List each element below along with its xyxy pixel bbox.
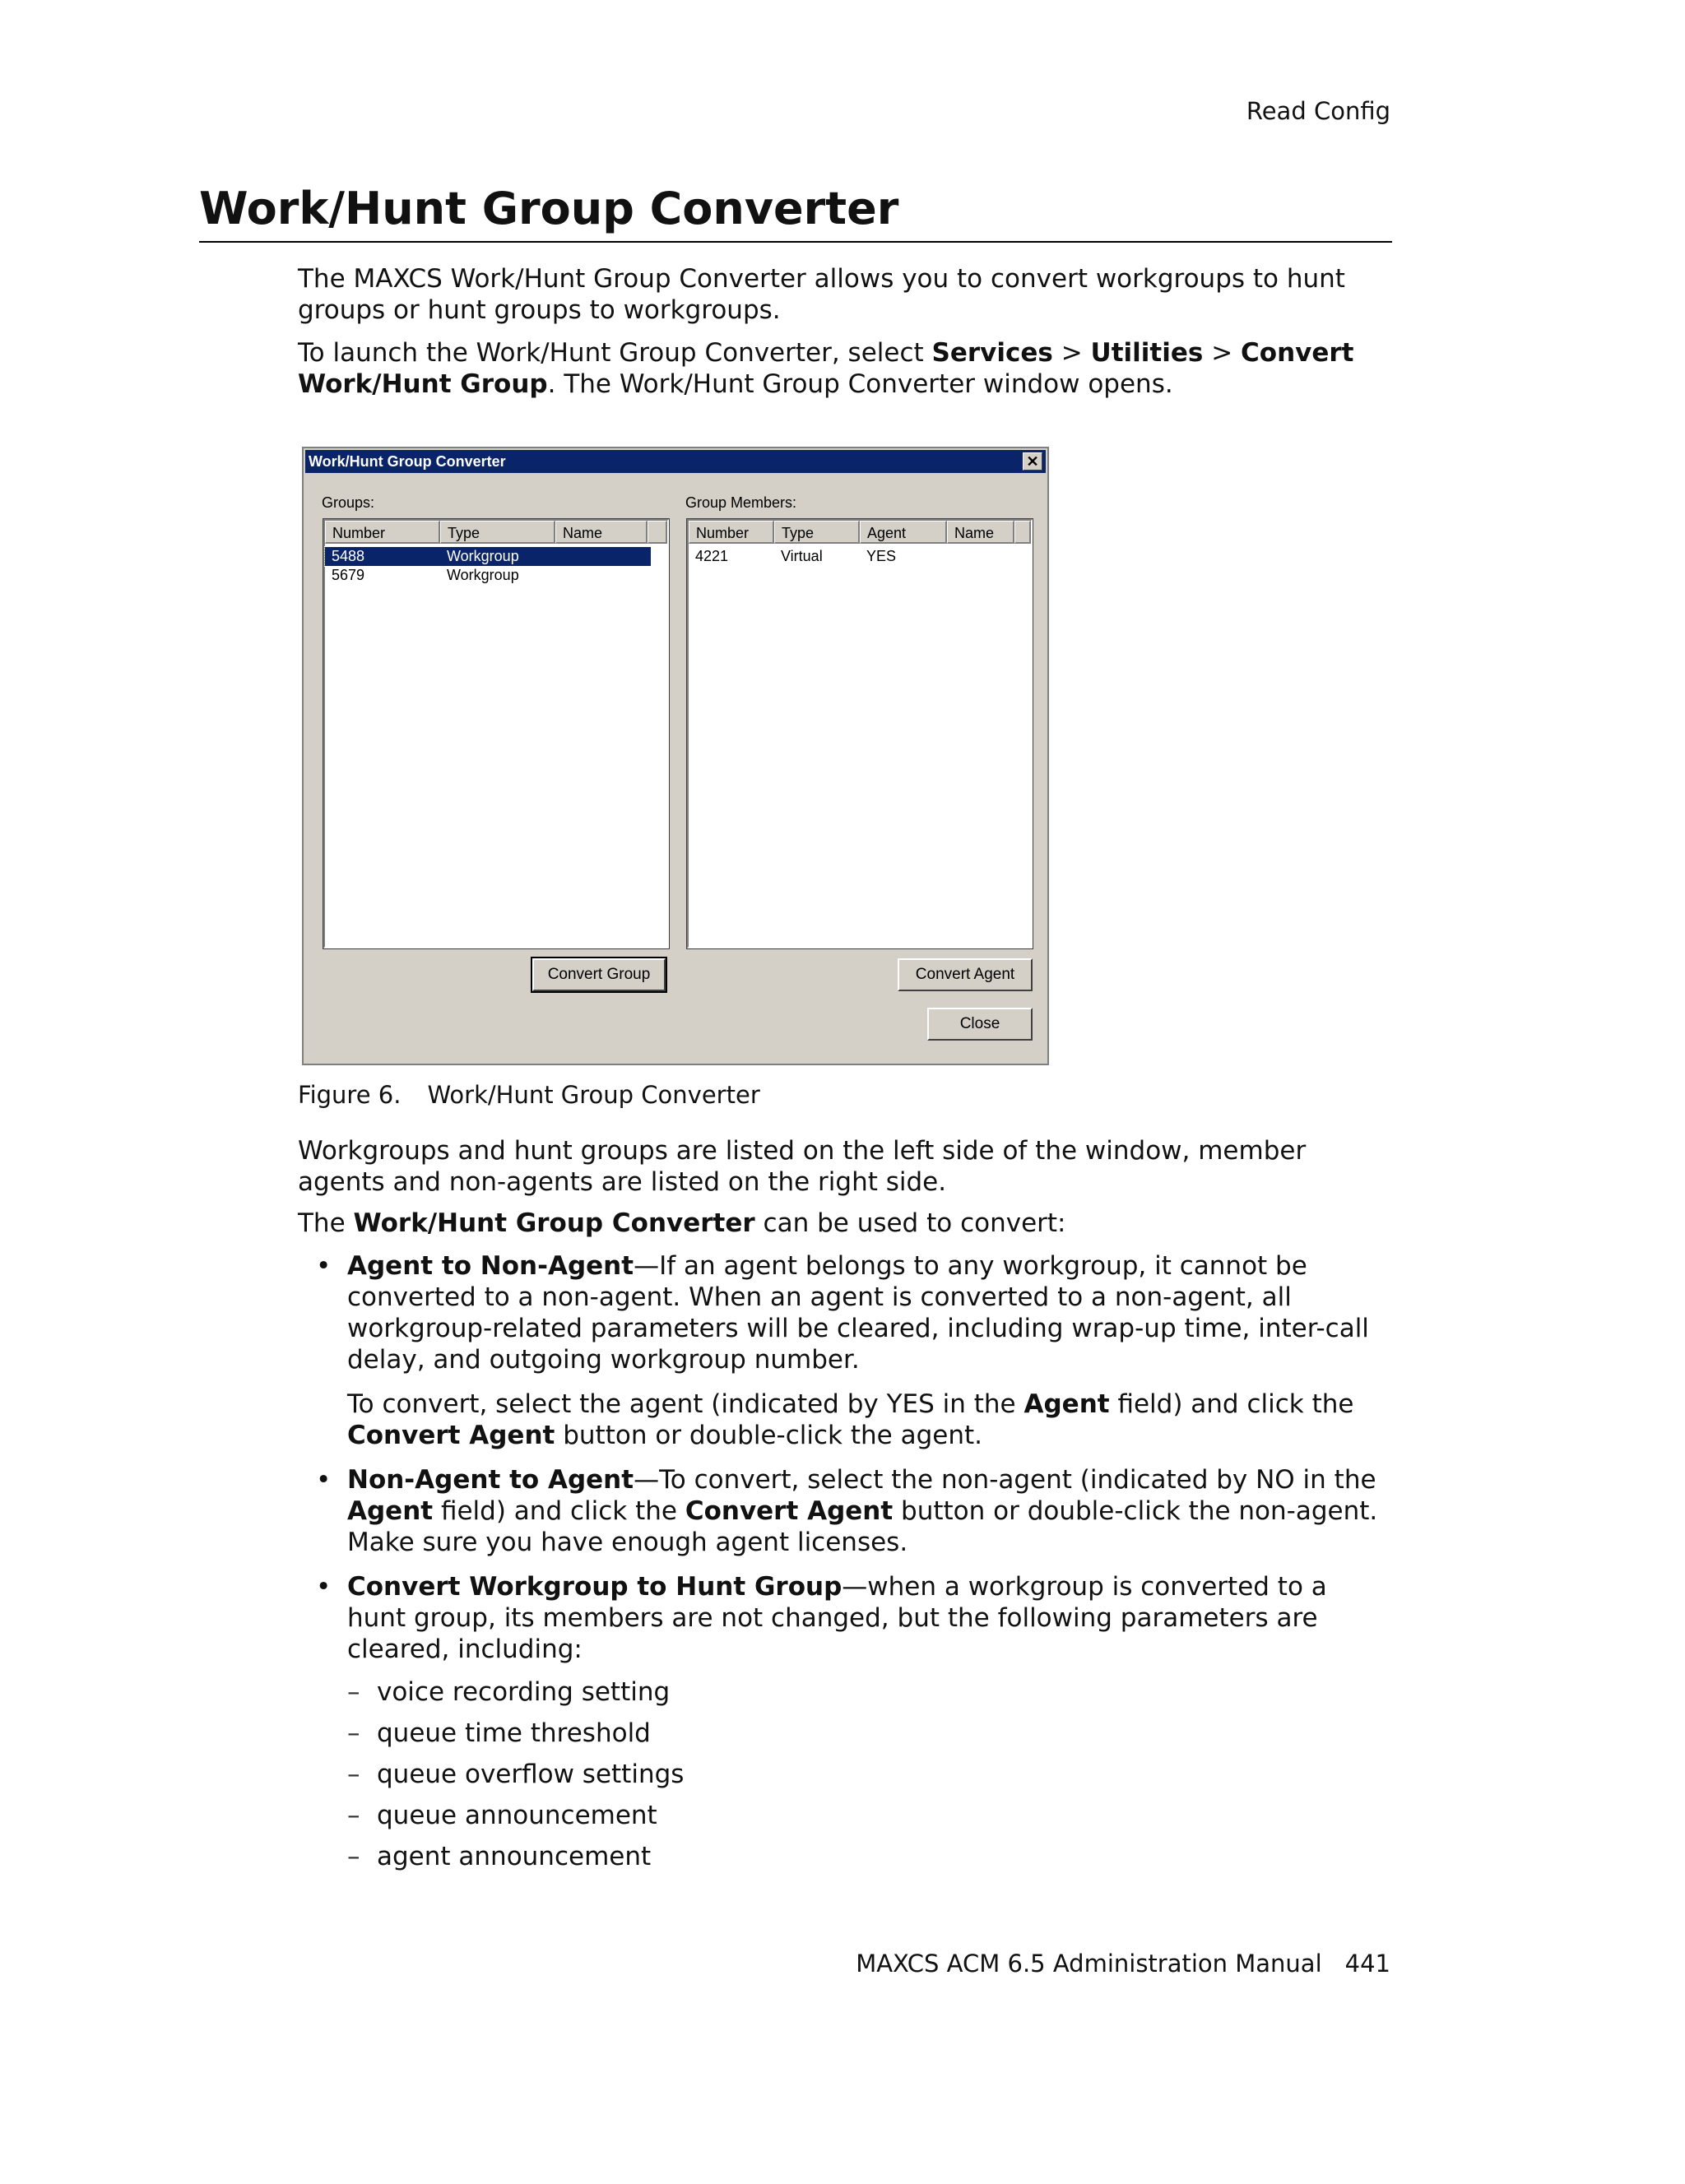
running-header: Read Config	[1246, 97, 1390, 125]
usage-bold: Work/Hunt Group Converter	[353, 1208, 755, 1238]
group-name	[555, 547, 651, 566]
figure-title: Work/Hunt Group Converter	[427, 1081, 760, 1109]
column-number[interactable]: Number	[325, 521, 440, 544]
member-number: 4221	[695, 548, 729, 564]
list-item: – agent announcement	[347, 1841, 1392, 1882]
page-title: Work/Hunt Group Converter	[199, 183, 1392, 243]
group-number: 5488	[332, 548, 365, 564]
item-heading: Non-Agent to Agent	[347, 1465, 634, 1495]
members-label: Group Members:	[685, 494, 797, 511]
groups-list-header	[325, 521, 667, 544]
item-text: —If an agent belongs to any workgroup, it cannot be converted to a non-agent. When an agent is converted to a non-agent, all workgroup-related parameters will be cleared, including wrap-up time, inter-call delay, and outgoing workgroup number.	[347, 1251, 1369, 1375]
column-name[interactable]: Name	[555, 521, 648, 544]
group-number: 5679	[332, 567, 365, 583]
body-section	[298, 1135, 1392, 1895]
member-agent: YES	[866, 548, 897, 564]
item-heading: Agent to Non-Agent	[347, 1251, 634, 1281]
sub-text: button or double-click the agent.	[555, 1421, 982, 1450]
sub-bold: Agent	[1024, 1389, 1110, 1419]
list-item: – queue time threshold	[347, 1718, 1392, 1759]
item-heading: Convert Workgroup to Hunt Group	[347, 1572, 842, 1602]
sub-text: field) and click the	[1109, 1389, 1354, 1419]
column-type[interactable]: Type	[440, 521, 555, 544]
manual-title: MAXCS ACM 6.5 Administration Manual	[856, 1950, 1322, 1978]
list-item: – queue overflow settings	[347, 1759, 1392, 1800]
close-button[interactable]: Close	[927, 1008, 1033, 1041]
menu-convert: Convert Work/Hunt Group	[298, 338, 1354, 399]
list-item	[298, 1571, 1392, 1882]
close-icon[interactable]: ✕	[1023, 452, 1042, 471]
column-agent[interactable]: Agent	[860, 521, 947, 544]
dialog-titlebar	[305, 450, 1046, 473]
item-text: —To convert, select the non-agent (indicated by NO in the	[634, 1465, 1376, 1495]
menu-separator: >	[1052, 338, 1091, 368]
figure-number: Figure 6.	[298, 1081, 402, 1109]
cleared-parameters-list	[347, 1676, 1392, 1882]
item-text: —when a workgroup is converted to a hunt group, its members are not changed, but the following parameters are cleared, including:	[347, 1572, 1327, 1664]
item-bold: Agent	[347, 1496, 434, 1526]
members-list[interactable]	[687, 519, 1033, 948]
column-filler	[648, 521, 667, 544]
menu-separator: >	[1203, 338, 1242, 368]
sub-text: To convert, select the agent (indicated by YES in the	[347, 1389, 1024, 1419]
item-bold: Convert Agent	[685, 1496, 894, 1526]
layout-paragraph: Workgroups and hunt groups are listed on the left side of the window, member agents and non-agents are listed on the right side.	[298, 1136, 1307, 1197]
groups-label: Groups:	[322, 494, 375, 511]
launch-text-end: . The Work/Hunt Group Converter window opens.	[547, 369, 1173, 399]
group-row[interactable]	[325, 547, 651, 566]
member-row[interactable]	[689, 547, 1031, 566]
list-item	[298, 1250, 1392, 1451]
column-name[interactable]: Name	[947, 521, 1014, 544]
member-type: Virtual	[781, 548, 823, 564]
menu-services: Services	[931, 338, 1053, 368]
group-type: Workgroup	[447, 567, 519, 583]
groups-list[interactable]	[323, 519, 669, 948]
group-type: Workgroup	[447, 548, 519, 564]
group-name	[555, 566, 667, 585]
member-name	[947, 547, 1031, 566]
group-row[interactable]	[325, 566, 667, 585]
usage-paragraph	[298, 1208, 1392, 1239]
launch-text: To launch the Work/Hunt Group Converter, select	[298, 338, 932, 368]
menu-utilities: Utilities	[1090, 338, 1204, 368]
intro-paragraph: The MAXCS Work/Hunt Group Converter allows you to convert workgroups to hunt groups or hunt groups to workgroups.	[298, 264, 1345, 325]
column-type[interactable]: Type	[774, 521, 860, 544]
item-text: field) and click the	[433, 1496, 685, 1526]
dialog-title: Work/Hunt Group Converter	[309, 453, 506, 470]
convert-agent-button[interactable]: Convert Agent	[898, 958, 1033, 991]
conversion-list	[298, 1250, 1392, 1882]
item-subparagraph	[347, 1389, 1392, 1451]
column-filler	[1014, 521, 1031, 544]
item-text: button or double-click the non-agent. Make sure you have enough agent licenses.	[347, 1496, 1378, 1557]
list-item	[298, 1464, 1392, 1558]
page-number: 441	[1344, 1950, 1390, 1978]
list-item: – queue announcement	[347, 1800, 1392, 1841]
list-item: – voice recording setting	[347, 1676, 1392, 1718]
converter-dialog	[302, 447, 1049, 1065]
column-number[interactable]: Number	[689, 521, 774, 544]
usage-text-end: can be used to convert:	[754, 1208, 1066, 1238]
launch-paragraph	[298, 337, 1392, 400]
sub-bold: Convert Agent	[347, 1421, 555, 1450]
usage-text: The	[298, 1208, 354, 1238]
convert-group-button[interactable]: Convert Group	[532, 958, 666, 991]
members-list-header	[689, 521, 1031, 544]
page-footer	[856, 1950, 1390, 1978]
intro-section	[298, 263, 1392, 400]
figure-caption	[298, 1081, 760, 1109]
